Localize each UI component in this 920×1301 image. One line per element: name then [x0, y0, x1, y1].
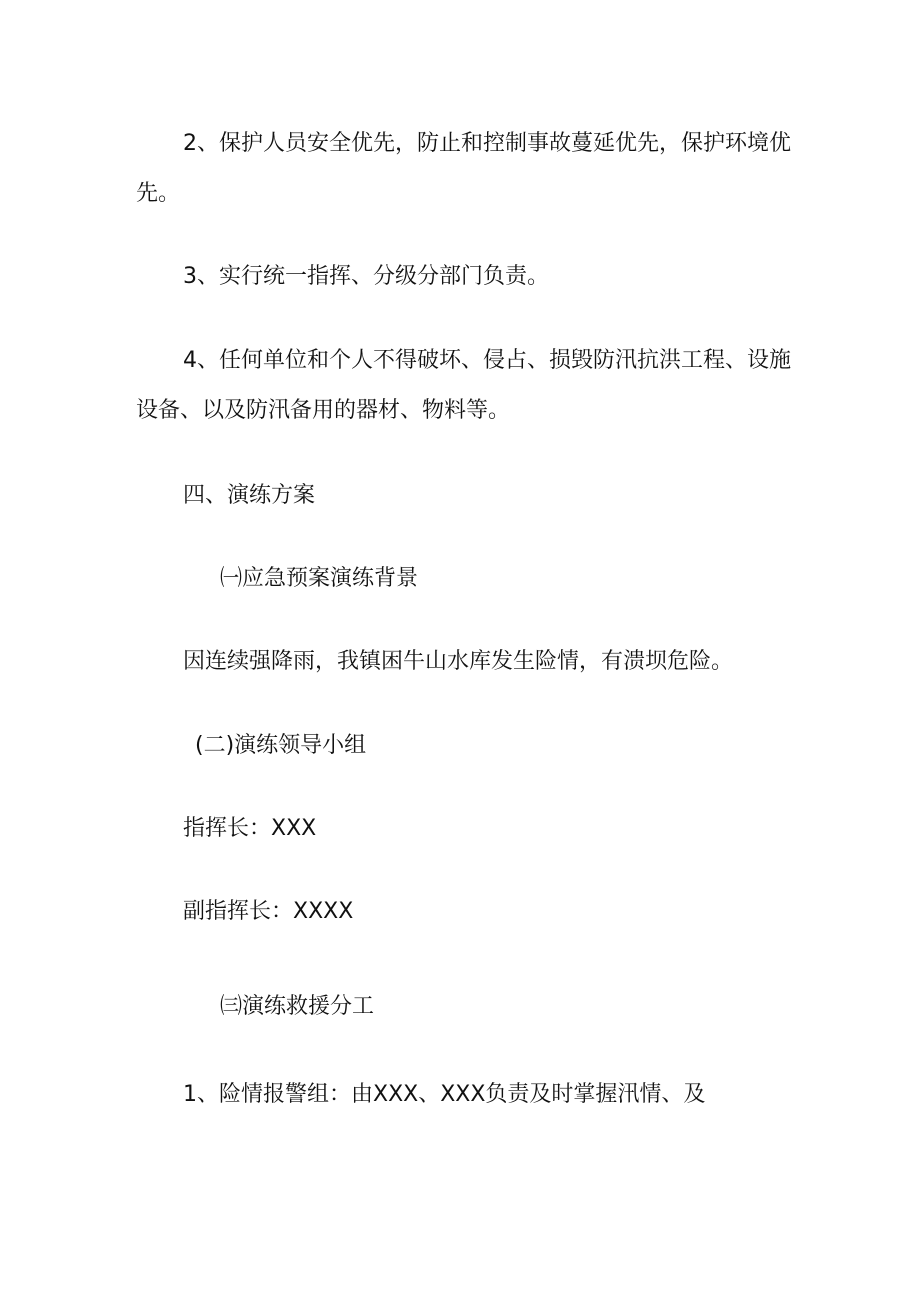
paragraph-line: 设备、以及防汛备用的器材、物料等。: [136, 398, 511, 423]
paragraph-line: 2、保护人员安全优先，防止和控制事故蔓延优先，保护环境优: [183, 131, 791, 156]
section-heading: 四、演练方案: [183, 483, 316, 508]
paragraph-line: 4、任何单位和个人不得破坏、侵占、损毁防汛抗洪工程、设施: [183, 348, 791, 373]
vice-commander-line: 副指挥长：XXXX: [183, 899, 354, 924]
commander-line: 指挥长：XXX: [183, 816, 317, 841]
subsection-heading: (二)演练领导小组: [195, 733, 367, 758]
paragraph-line: 因连续强降雨，我镇困牛山水库发生险情，有溃坝危险。: [183, 649, 734, 674]
subsection-heading: ㈢演练救援分工: [220, 994, 375, 1019]
paragraph-line: 3、实行统一指挥、分级分部门负责。: [183, 264, 549, 289]
subsection-heading: ㈠应急预案演练背景: [220, 566, 419, 591]
paragraph-line: 先。: [136, 181, 181, 206]
paragraph-line: 1、险情报警组：由XXX、XXX负责及时掌握汛情、及: [183, 1082, 706, 1107]
